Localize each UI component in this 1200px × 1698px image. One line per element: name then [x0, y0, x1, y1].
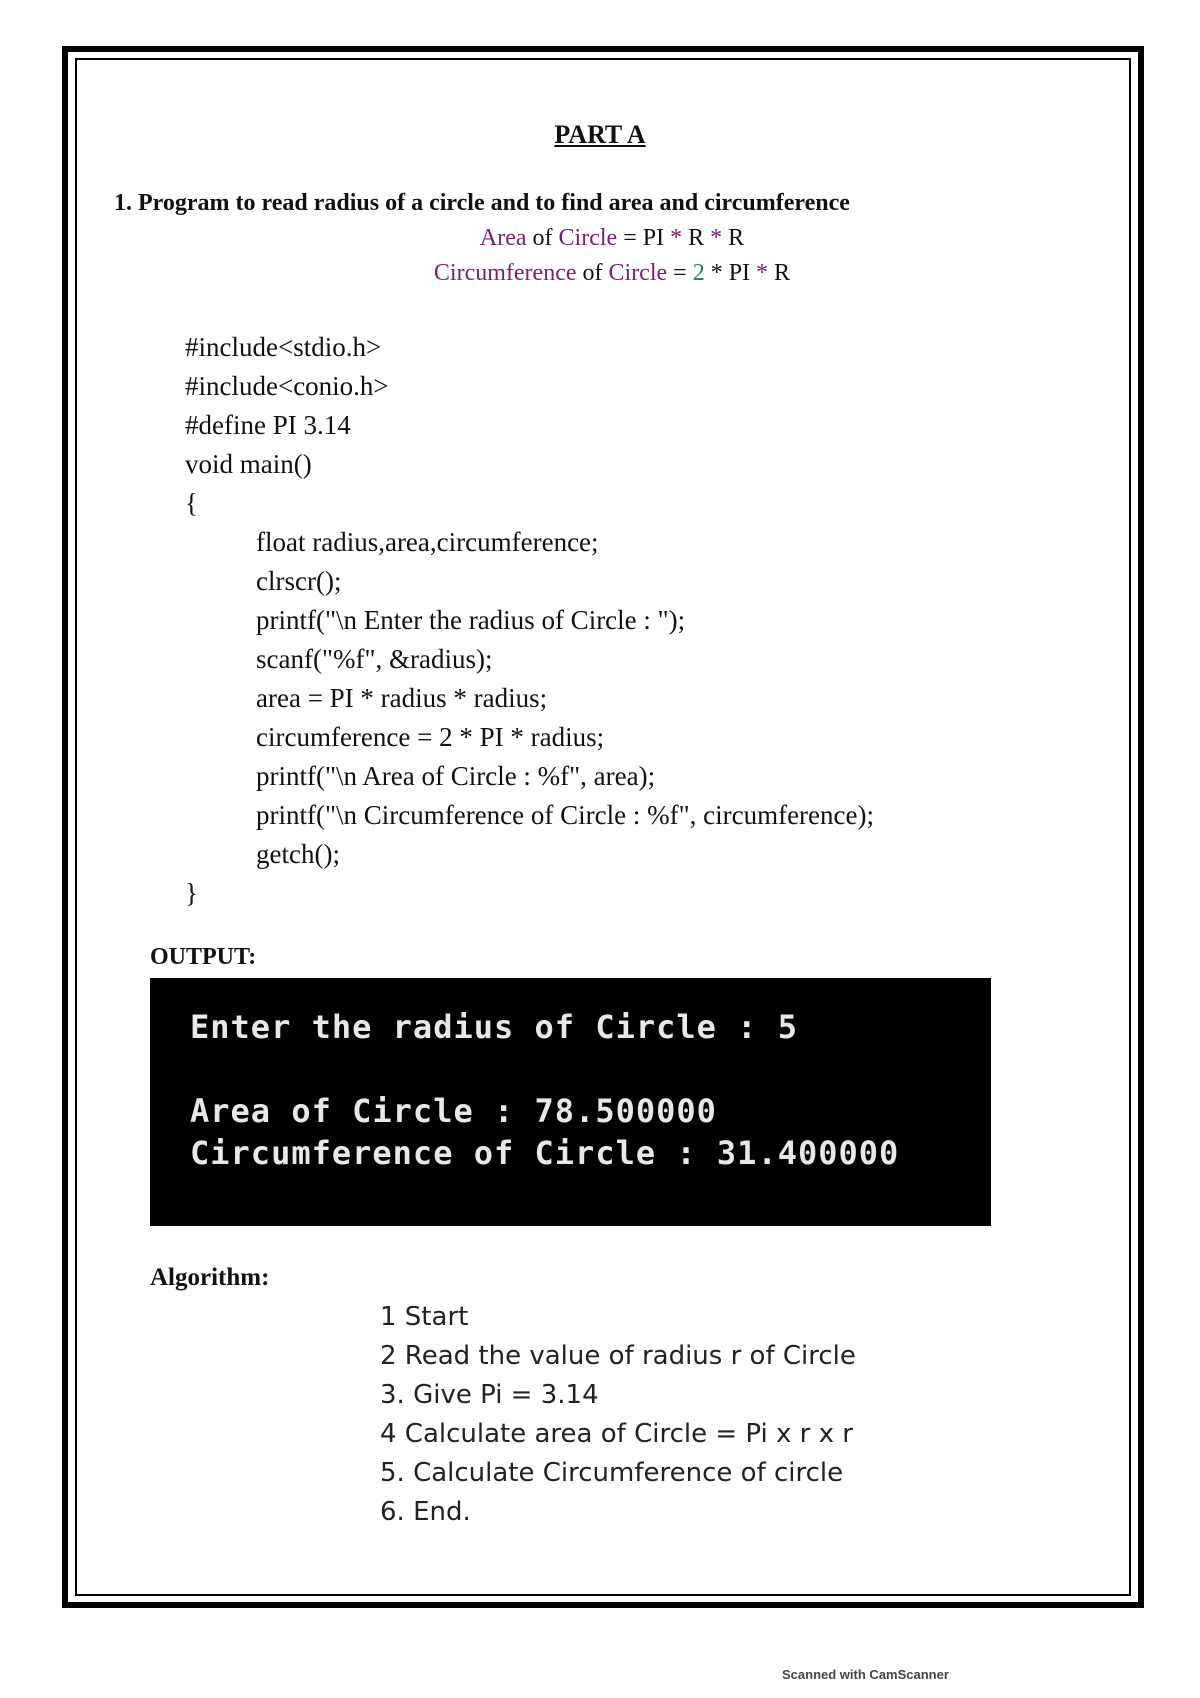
- code-line: printf("\n Circumference of Circle : %f", circumference);: [256, 800, 874, 830]
- scanner-watermark: Scanned with CamScanner: [782, 1667, 949, 1682]
- code-line: #include<stdio.h>: [185, 332, 382, 362]
- section-title: PART A: [554, 120, 646, 149]
- algorithm-step: 3. Give Pi = 3.14: [380, 1380, 599, 1410]
- code-line: printf("\n Enter the radius of Circle : ");: [256, 605, 686, 635]
- code-line: printf("\n Area of Circle : %f", area);: [256, 761, 656, 791]
- circumference-formula: Circumference of Circle = 2 * PI * R: [433, 260, 791, 286]
- algorithm-label: Algorithm:: [150, 1264, 270, 1291]
- console-line: Enter the radius of Circle : 5: [190, 1008, 798, 1046]
- code-line: {: [185, 488, 198, 518]
- code-line: clrscr();: [256, 566, 342, 596]
- algorithm-step: 6. End.: [380, 1497, 471, 1527]
- algorithm-step: 4 Calculate area of Circle = Pi x r x r: [380, 1419, 853, 1449]
- code-line: }: [185, 878, 198, 908]
- code-line: getch();: [256, 839, 340, 869]
- console-line: Circumference of Circle : 31.400000: [190, 1134, 900, 1172]
- algorithm-step: 2 Read the value of radius r of Circle: [380, 1341, 856, 1371]
- output-label: OUTPUT:: [150, 944, 257, 970]
- code-line: circumference = 2 * PI * radius;: [256, 722, 605, 752]
- output-console: [150, 978, 991, 1226]
- code-line: void main(): [185, 449, 312, 479]
- question-heading: 1. Program to read radius of a circle and to find area and circumference: [114, 190, 850, 216]
- code-line: float radius,area,circumference;: [256, 527, 599, 557]
- code-line: #include<conio.h>: [185, 371, 389, 401]
- code-line: #define PI 3.14: [185, 410, 351, 440]
- console-line: Area of Circle : 78.500000: [190, 1092, 717, 1130]
- code-line: area = PI * radius * radius;: [256, 683, 548, 713]
- code-line: scanf("%f", &radius);: [256, 644, 493, 674]
- algorithm-step: 5. Calculate Circumference of circle: [380, 1458, 844, 1488]
- area-formula: Area of Circle = PI * R * R: [479, 225, 745, 251]
- algorithm-step: 1 Start: [380, 1302, 469, 1332]
